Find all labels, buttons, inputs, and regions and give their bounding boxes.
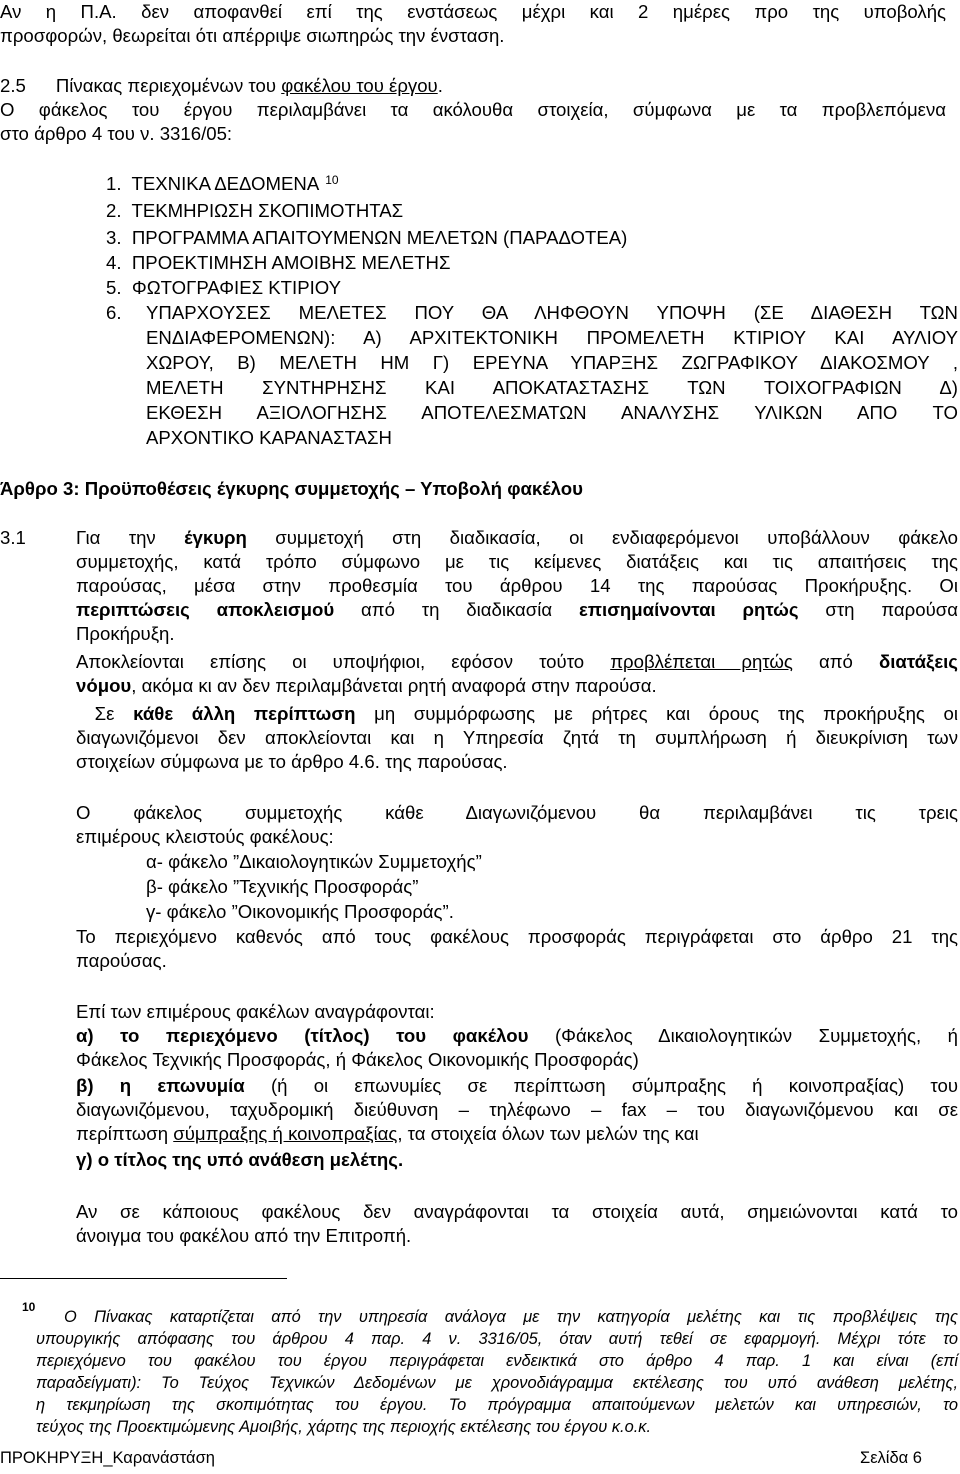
paragraph-line: γ) ο τίτλος της υπό ανάθεση μελέτης.	[76, 1149, 404, 1170]
section-title-b: περιεχομένων του	[127, 75, 277, 96]
paragraph-line: περιπτώσεις αποκλεισμού από τη διαδικασία επισημαίνονται ρητώς στη παρούσα	[76, 599, 958, 620]
paragraph-line: Φάκελος Τεχνικής Προσφοράς, ή Φάκελος Οικονομικής Προσφοράς)	[76, 1049, 639, 1070]
list-number: 5.	[106, 277, 122, 298]
list-number: 6.	[106, 302, 122, 323]
folder-item: α- φάκελο ”Δικαιολογητικών Συμμετοχής”	[146, 851, 482, 872]
list-text: ΤΕΚΜΗΡΙΩΣΗ ΣΚΟΠΙΜΟΤΗΤΑΣ	[131, 200, 404, 221]
list-number: 1.	[106, 173, 122, 194]
paragraph-line: συμμετοχής, κατά τρόπο σύμφωνο με τις κείμενες διατάξεις και τις απαιτήσεις της	[76, 551, 958, 572]
folder-item: β- φάκελο ”Τεχνικής Προσφοράς”	[146, 876, 419, 897]
paragraph-line: Αποκλείονται επίσης οι υποψήφιοι, εφόσον τούτο προβλέπεται ρητώς από διατάξεις	[76, 651, 958, 672]
footnote-line: τεύχος της Προεκτιμώμενης Αμοιβής, χάρτης της περιοχής εκτέλεσης του έργου κ.ο.κ.	[36, 1418, 652, 1436]
paragraph-line: παρούσας.	[76, 950, 167, 971]
paragraph-line: Για την έγκυρη συμμετοχή στη διαδικασία, οι ενδιαφερόμενοι υποβάλλουν φάκελο	[76, 527, 958, 548]
section-heading	[0, 74, 443, 98]
list-number: 3.	[106, 227, 122, 248]
section-title-a: Πίνακας	[55, 75, 123, 96]
section-number: 2.5	[0, 75, 26, 96]
list-text: ΕΚΘΕΣΗ ΑΞΙΟΛΟΓΗΣΗΣ ΑΠΟΤΕΛΕΣΜΑΤΩΝ ΑΝΑΛΥΣΗΣ ΥΛΙΚΩΝ ΑΠΟ ΤΟ	[146, 402, 958, 423]
paragraph-line: Το περιεχόμενο καθενός από τους φακέλους προσφοράς περιγράφεται στο άρθρο 21 της	[76, 926, 958, 947]
list-number: 2.	[106, 200, 122, 221]
paragraph-line: Προκήρυξη.	[76, 623, 175, 644]
footnote-line: παραδείγματι): Το Τεύχος Τεχνικών Δεδομένων με χρονοδιάγραμμα εκτέλεσης του υπό ανάθεση μελέτης,	[36, 1374, 958, 1392]
section-title-c: φακέλου του έργου	[281, 75, 438, 96]
paragraph-line: περίπτωση σύμπραξης ή κοινοπραξίας, τα στοιχεία όλων των μελών της και	[76, 1123, 699, 1144]
footnote-number: 10	[22, 1300, 36, 1314]
paragraph-line: α) το περιεχόμενο (τίτλος) του φακέλου (Φάκελος Δικαιολογητικών Συμμετοχής, ή	[76, 1025, 959, 1046]
paragraph-line: παρούσας, μέσα στην προθεσμία του άρθρου 14 της παρούσας Προκήρυξης. Οι	[76, 575, 958, 596]
list-item	[106, 251, 450, 275]
footnote-line: υπουργικής απόφασης του άρθρου 4 παρ. 4 ν. 3316/05, όταν αυτή τεθεί σε εφαρμογή. Μέχρι τότε το	[36, 1330, 958, 1348]
paragraph-line: διαγωνιζόμενοι δεν αποκλείονται και η Υπηρεσία ζητά τη συμπλήρωση ή διευκρίνιση των	[76, 727, 958, 748]
paragraph-line: διαγωνιζόμενου, ταχυδρομική διεύθυνση – τηλέφωνο – fax – του διαγωνιζόμενου και σε	[76, 1099, 958, 1120]
list-item	[106, 226, 627, 250]
intro-line: προσφορών, θεωρείται ότι απέρριψε σιωπηρώς την ένσταση.	[0, 25, 505, 46]
paragraph-line: νόμου, ακόμα κι αν δεν περιλαμβάνεται ρητή αναφορά στην παρούσα.	[76, 675, 657, 696]
folder-item: γ- φάκελο ”Οικονομικής Προσφοράς”.	[146, 901, 454, 922]
list-text: ΥΠΑΡΧΟΥΣΕΣ ΜΕΛΕΤΕΣ ΠΟΥ ΘΑ ΛΗΦΘΟΥΝ ΥΠΟΨΗ (ΣΕ ΔΙΑΘΕΣΗ ΤΩΝ	[146, 302, 958, 323]
footnote-line: Ο Πίνακας καταρτίζεται από την υπηρεσία ανάλογα με την κατηγορία μελέτης και τις προβλέψεις της	[64, 1308, 958, 1326]
paragraph-line: Αν σε κάποιους φακέλους δεν αναγράφονται τα στοιχεία αυτά, σημειώνονται κατά το	[76, 1201, 958, 1222]
list-text: ΦΩΤΟΓΡΑΦΙΕΣ ΚΤΙΡΙΟΥ	[131, 277, 342, 298]
paragraph-line: στοιχείων σύμφωνα με το άρθρο 4.6. της παρούσας.	[76, 751, 508, 772]
section-text: στο άρθρο 4 του ν. 3316/05:	[0, 123, 233, 144]
footnote-line: η τεκμηρίωση της σκοπιμότητας του έργου. Το πρόγραμμα απαιτούμενων μελετών και υπηρεσιών, το	[36, 1396, 958, 1414]
list-number: 4.	[106, 252, 122, 273]
list-text: ΤΕΧΝΙΚΑ ΔΕΔΟΜΕΝΑ	[131, 173, 320, 194]
list-text: ΑΡΧΟΝΤΙΚΟ ΚΑΡΑΝΑΣΤΑΣΗ	[146, 427, 392, 448]
section-title-d: .	[437, 75, 443, 96]
list-item	[106, 172, 339, 196]
paragraph-number: 3.1	[0, 527, 26, 548]
paragraph-line: επιμέρους κλειστούς φακέλους:	[76, 826, 334, 847]
article-heading: Άρθρο 3: Προϋποθέσεις έγκυρης συμμετοχής – Υποβολή φακέλου	[0, 478, 583, 499]
list-item	[106, 199, 403, 223]
footnote-line: περιεχόμενο του φακέλου του έργου περιγράφεται ενδεικτικά στο άρθρο 4 παρ. 1 και είναι (επί	[36, 1352, 958, 1370]
list-text: ΠΡΟΕΚΤΙΜΗΣΗ ΑΜΟΙΒΗΣ ΜΕΛΕΤΗΣ	[131, 252, 451, 273]
list-text: ΧΩΡΟΥ, Β) ΜΕΛΕΤΗ ΗΜ Γ) ΕΡΕΥΝΑ ΥΠΑΡΞΗΣ ΖΩΓΡΑΦΙΚΟΥ ΔΙΑΚΟΣΜΟΥ ,	[146, 352, 958, 373]
footer-title: ΠΡΟΚΗΡΥΞΗ_Καρανάστάση	[0, 1449, 215, 1467]
list-text: ΠΡΟΓΡΑΜΜΑ ΑΠΑΙΤΟΥΜΕΝΩΝ ΜΕΛΕΤΩΝ (ΠΑΡΑΔΟΤΕΑ)	[131, 227, 628, 248]
list-item	[106, 276, 341, 300]
paragraph-line: Ο φάκελος συμμετοχής κάθε Διαγωνιζόμενου θα περιλαμβάνει τις τρεις	[76, 802, 958, 823]
intro-line: Αν η Π.Α. δεν αποφανθεί επί της ενστάσεως μέχρι και 2 ημέρες προ της υποβολής	[0, 1, 946, 22]
page-number: Σελίδα 6	[860, 1449, 922, 1467]
list-text: ΕΝΔΙΑΦΕΡΟΜΕΝΩΝ): Α) ΑΡΧΙΤΕΚΤΟΝΙΚΗ ΠΡΟΜΕΛΕΤΗ ΚΤΙΡΙΟΥ ΚΑΙ ΑΥΛΙΟΥ	[146, 327, 958, 348]
section-text: Ο φάκελος του έργου περιλαμβάνει τα ακόλουθα στοιχεία, σύμφωνα με τα προβλεπόμενα	[0, 99, 946, 120]
paragraph-line: άνοιγμα του φακέλου από την Επιτροπή.	[76, 1225, 412, 1246]
footnote-ref: 10	[325, 173, 339, 187]
paragraph-line: β) η επωνυμία (ή οι επωνυμίες σε περίπτωση σύμπραξης ή κοινοπραξίας) του	[76, 1075, 958, 1096]
footnote-separator	[0, 1278, 287, 1279]
paragraph-line: Σε κάθε άλλη περίπτωση μη συμμόρφωσης με ρήτρες και όρους της προκήρυξης οι	[76, 703, 958, 724]
paragraph-line: Επί των επιμέρους φακέλων αναγράφονται:	[76, 1001, 435, 1022]
footnote	[0, 1300, 960, 1450]
list-text: ΜΕΛΕΤΗ ΣΥΝΤΗΡΗΣΗΣ ΚΑΙ ΑΠΟΚΑΤΑΣΤΑΣΗΣ ΤΩΝ ΤΟΙΧΟΓΡΑΦΙΩΝ Δ)	[146, 377, 958, 398]
